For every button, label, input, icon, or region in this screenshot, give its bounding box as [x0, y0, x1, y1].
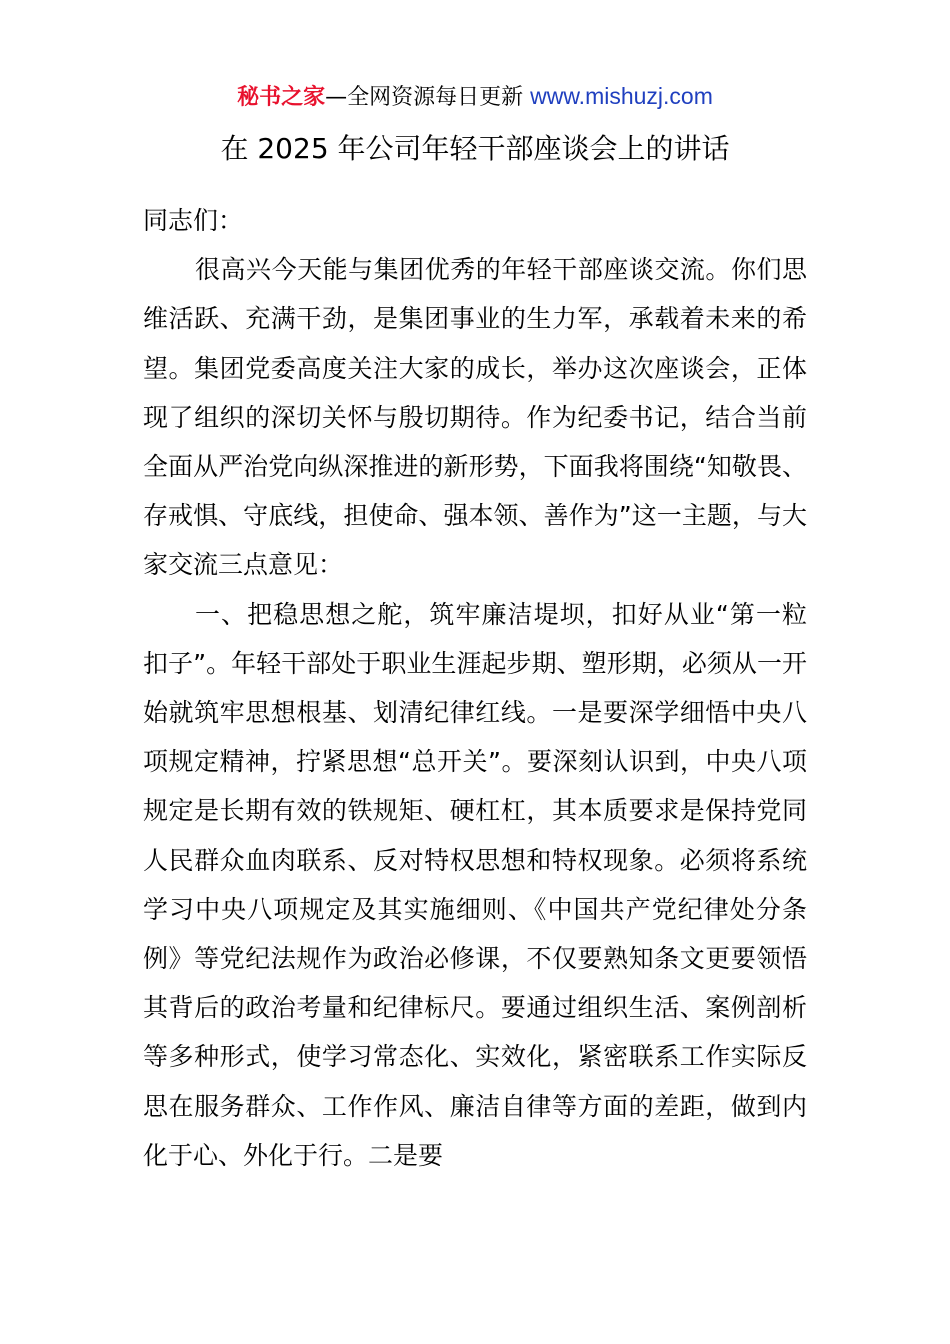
paragraph-section-one: 一、把稳思想之舵，筑牢廉洁堤坝，扣好从业“第一粒扣子”。年轻干部处于职业生涯起步期、塑形期，必须从一开始就筑牢思想根基、划清纪律红线。一是要深学细悟中央八项规定精神，拧紧思想“总开关”。要深刻认识到，中央八项规定是长期有效的铁规矩、硬杠杠，其本质要求是保持党同人民群众血肉联系、反对特权思想和特权现象。必须将系统学习中央八项规定及其实施细则、《中国共产党纪律处分条例》等党纪法规作为政治必修课，不仅要熟知条文更要领悟其背后的政治考量和纪律标尺。要通过组织生活、案例剖析等多种形式，使学习常态化、实效化，紧密联系工作实际反思在服务群众、工作作风、廉洁自律等方面的差距，做到内化于心、外化于行。二是要	[143, 599, 807, 1170]
site-url-link[interactable]: www.mishuzj.com	[530, 83, 713, 109]
document-title: 在 2025 年公司年轻干部座谈会上的讲话	[220, 132, 730, 165]
salutation: 同志们：	[143, 206, 244, 235]
brand-name: 秘书之家	[237, 85, 326, 110]
site-header	[0, 78, 950, 116]
paragraph-intro: 很高兴今天能与集团优秀的年轻干部座谈交流。你们思维活跃、充满干劲，是集团事业的生力军，承载着未来的希望。集团党委高度关注大家的成长，举办这次座谈会，正体现了组织的深切关怀与殷切期待。作为纪委书记，结合当前全面从严治党向纵深推进的新形势，下面我将围绕“知敬畏、存戒惧、守底线，担使命、强本领、善作为”这一主题，与大家交流三点意见：	[143, 255, 807, 580]
document-body	[143, 196, 807, 1180]
header-tagline: —全网资源每日更新	[325, 85, 531, 110]
